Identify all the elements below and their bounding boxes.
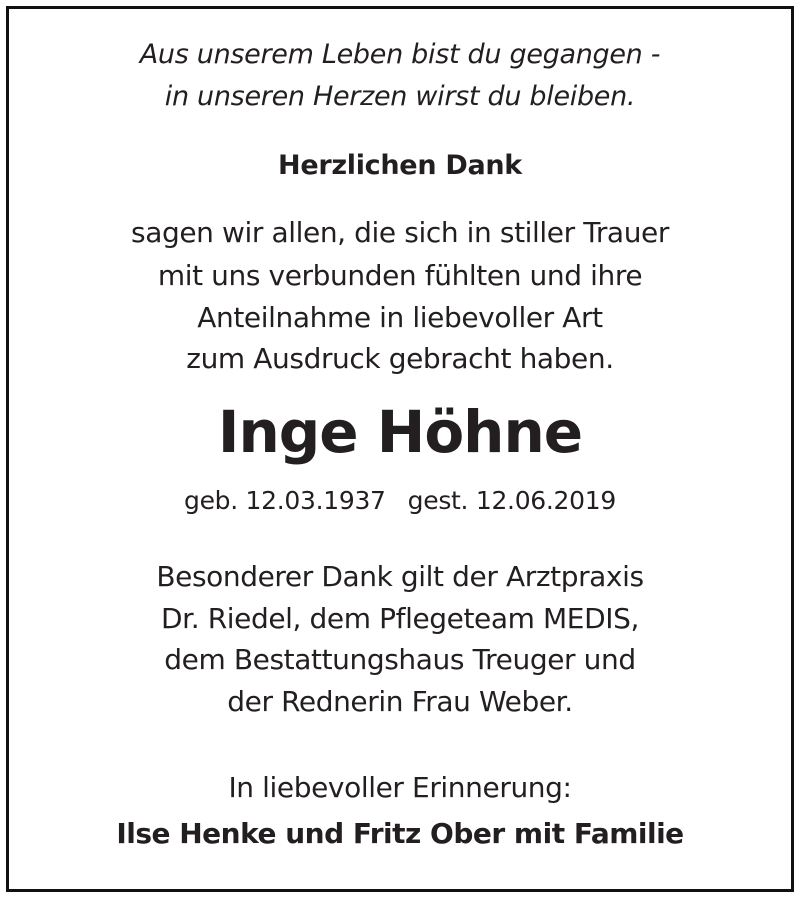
motto-line-1: Aus unserem Leben bist du gegangen - [139,39,661,70]
family-signoff: Ilse Henke und Fritz Ober mit Familie [116,817,684,850]
birth-date: geb. 12.03.1937 [184,486,386,515]
special-thanks-line-4: der Rednerin Frau Weber. [227,685,573,718]
thanks-text-line-3: Anteilnahme in liebevoller Art [197,301,603,334]
deceased-name: Inge Höhne [217,398,583,466]
thanks-text-line-4: zum Ausdruck gebracht haben. [186,342,614,375]
closing-line: In liebevoller Erinnerung: [228,771,572,804]
motto-line-2: in unseren Herzen wirst du bleiben. [164,81,636,112]
thanks-text-line-2: mit uns verbunden fühlten und ihre [157,259,643,292]
thanks-heading: Herzlichen Dank [278,150,522,181]
death-date: gest. 12.06.2019 [407,486,616,515]
special-thanks-line-3: dem Bestattungshaus Treuger und [164,643,636,676]
thanks-text-line-1: sagen wir allen, die sich in stiller Trauer [131,216,669,249]
life-dates [0,488,800,513]
special-thanks-line-1: Besonderer Dank gilt der Arztpraxis [156,560,644,593]
special-thanks-line-2: Dr. Riedel, dem Pflegeteam MEDIS, [161,602,639,635]
